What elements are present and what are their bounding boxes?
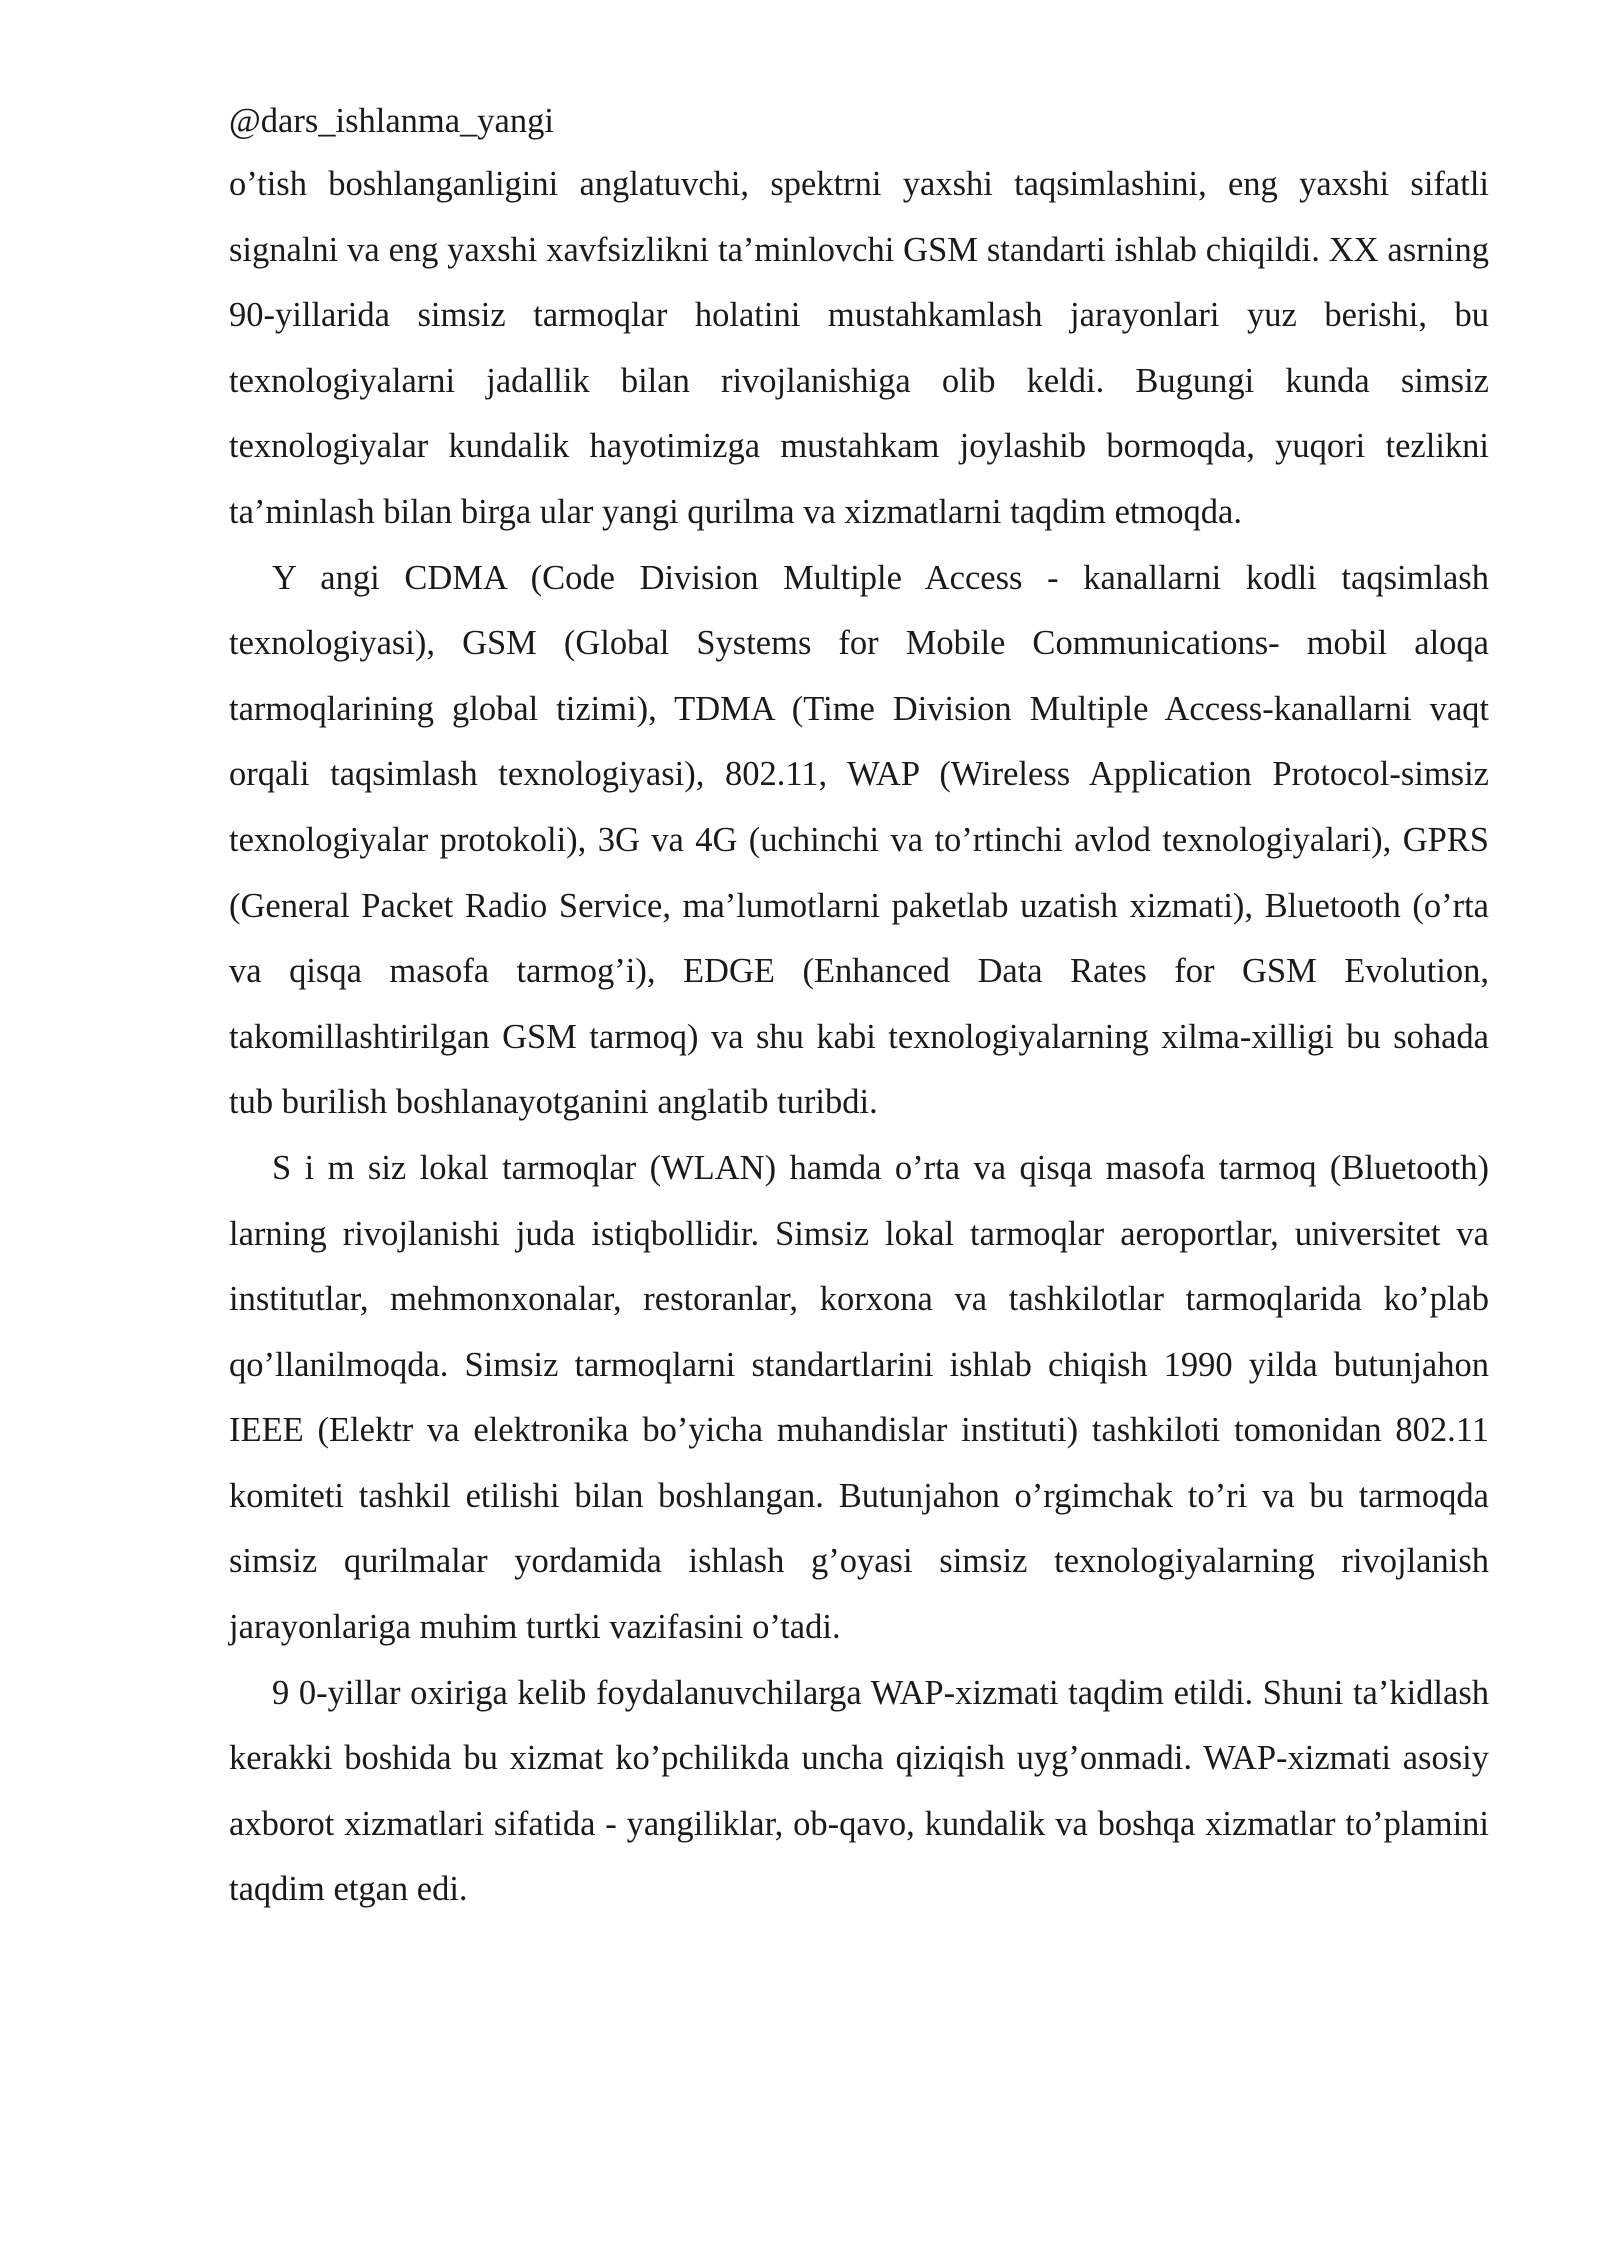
paragraph-3: S i m siz lokal tarmoqlar (WLAN) hamda o’rta va qisqa masofa tarmoq (Bluetooth) larning rivojlanishi juda istiqbollidir. Simsiz lokal tarmoqlar aeroportlar, universitet va institutlar, mehmonxonalar, restoranlar, korxona va tashkilotlar tarmoqlarida ko’plab qo’llanilmoqda. Simsiz tarmoqlarni standartlarini ishlab chiqish 1990 yilda butunjahon IEEE (Elektr va elektronika bo’yicha muhandislar instituti) tashkiloti tomonidan 802.11 komiteti tashkil etilishi bilan boshlangan. Butunjahon o’rgimchak to’ri va bu tarmoqda simsiz qurilmalar yordamida ishlash g’oyasi simsiz texnologiyalarning rivojlanish jarayonlariga muhim turtki vazifasini o’tadi. — [229, 1148, 1489, 1647]
page-header: @dars_ishlanma_yangi — [229, 102, 554, 140]
document-body — [229, 96, 1489, 1923]
paragraph-4: 9 0-yillar oxiriga kelib foydalanuvchilarga WAP-xizmati taqdim etildi. Shuni ta’kidlash kerakki boshida bu xizmat ko’pchilikda uncha qiziqish uyg’onmadi. WAP-xizmati asosiy axborot xizmatlari sifatida - yangiliklar, ob-qavo, kundalik va boshqa xizmatlar to’plamini taqdim etgan edi. — [229, 1673, 1489, 1909]
paragraph-1: o’tish boshlanganligini anglatuvchi, spektrni yaxshi taqsimlashini, eng yaxshi sifatli signalni va eng yaxshi xavfsizlikni ta’minlovchi GSM standarti ishlab chiqildi. XX asrning 90-yillarida simsiz tarmoqlar holatini mustahkamlash jarayonlari yuz berishi, bu texnologiyalarni jadallik bilan rivojlanishiga olib keldi. Bugungi kunda simsiz texnologiyalar kundalik hayotimizga mustahkam joylashib bormoqda, yuqori tezlikni ta’minlash bilan birga ular yangi qurilma va xizmatlarni taqdim etmoqda. — [229, 165, 1489, 531]
paragraph-2: Y angi CDMA (Code Division Multiple Access - kanallarni kodli taqsimlash texnologiyasi), GSM (Global Systems for Mobile Communications- mobil aloqa tarmoqlarining global tizimi), TDMA (Time Division Multiple Access-kanallarni vaqt orqali taqsimlash texnologiyasi), 802.11, WAP (Wireless Application Protocol-simsiz texnologiyalar protokoli), 3G va 4G (uchinchi va to’rtinchi avlod texnologiyalari), GPRS (General Packet Radio Service, ma’lumotlarni paketlab uzatish xizmati), Bluetooth (o’rta va qisqa masofa tarmog’i), EDGE (Enhanced Data Rates for GSM Evolution, takomillashtirilgan GSM tarmoq) va shu kabi texnologiyalarning xilma-xilligi bu sohada tub burilish boshlanayotganini anglatib turibdi. — [229, 558, 1489, 1122]
